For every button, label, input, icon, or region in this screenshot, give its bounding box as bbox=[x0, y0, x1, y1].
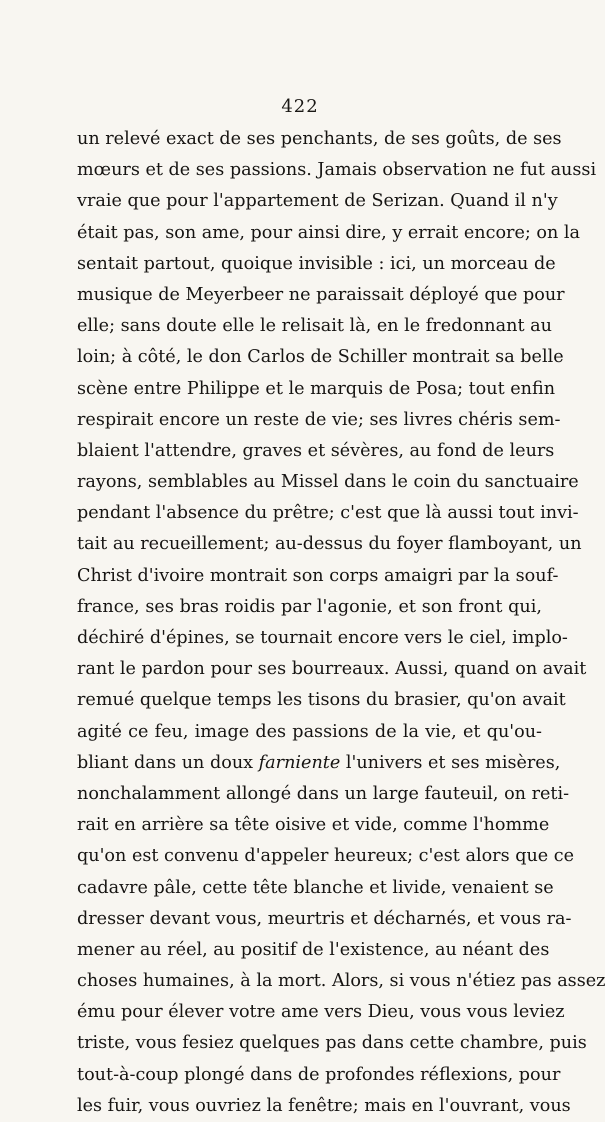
text-line-24: qu'on est convenu d'appeler heureux; c'est alors que ce bbox=[77, 846, 575, 867]
text-line-20: agité ce feu, image des passions de la vie, et qu'ou- bbox=[77, 721, 542, 742]
text-line-12: rayons, semblables au Missel dans le coin du sanctuaire bbox=[77, 472, 579, 493]
text-line-21-after: l'univers et ses misères, bbox=[340, 752, 561, 773]
text-line-15: Christ d'ivoire montrait son corps amaigri par la souf- bbox=[77, 565, 559, 586]
text-line-2: mœurs et de ses passions. Jamais observation ne fut aussi bbox=[77, 160, 597, 181]
text-line-6: musique de Meyerbeer ne paraissait déployé que pour bbox=[77, 284, 565, 305]
text-line-29: ému pour élever votre ame vers Dieu, vous vous leviez bbox=[77, 1002, 565, 1023]
italic-farniente: farniente bbox=[258, 752, 341, 773]
text-line-11: blaient l'attendre, graves et sévères, au fond de leurs bbox=[77, 440, 555, 461]
text-line-23: rait en arrière sa tête oisive et vide, comme l'homme bbox=[77, 815, 550, 836]
text-line-5: sentait partout, quoique invisible : ici, un morceau de bbox=[77, 253, 556, 274]
text-line-8: loin; à côté, le don Carlos de Schiller montrait sa belle bbox=[77, 347, 564, 368]
text-line-18: rant le pardon pour ses bourreaux. Aussi, quand on avait bbox=[77, 659, 587, 680]
text-line-21 bbox=[77, 748, 561, 779]
text-line-3: vraie que pour l'appartement de Serizan. Quand il n'y bbox=[77, 191, 558, 212]
text-line-13: pendant l'absence du prêtre; c'est que là aussi tout invi- bbox=[77, 503, 579, 524]
text-line-31: tout-à-coup plongé dans de profondes réflexions, pour bbox=[77, 1064, 561, 1085]
text-line-28: choses humaines, à la mort. Alors, si vous n'étiez pas assez bbox=[77, 971, 605, 992]
text-line-14: tait au recueillement; au-dessus du foyer flamboyant, un bbox=[77, 534, 582, 555]
text-line-9: scène entre Philippe et le marquis de Posa; tout enfin bbox=[77, 378, 556, 399]
text-line-26: dresser devant vous, meurtris et décharnés, et vous ra- bbox=[77, 908, 572, 929]
text-line-7: elle; sans doute elle le relisait là, en le fredonnant au bbox=[77, 316, 552, 337]
text-line-4: était pas, son ame, pour ainsi dire, y errait encore; on la bbox=[77, 222, 581, 243]
text-line-1: un relevé exact de ses penchants, de ses goûts, de ses bbox=[77, 129, 562, 149]
text-line-19: remué quelque temps les tisons du brasier, qu'on avait bbox=[77, 690, 566, 711]
page-number: 422 bbox=[281, 96, 319, 117]
text-line-17: déchiré d'épines, se tournait encore vers le ciel, implo- bbox=[77, 628, 568, 648]
text-line-27: mener au réel, au positif de l'existence, au néant des bbox=[77, 939, 550, 960]
text-line-10: respirait encore un reste de vie; ses livres chéris sem- bbox=[77, 409, 561, 430]
text-line-16: france, ses bras roidis par l'agonie, et son front qui, bbox=[77, 596, 542, 617]
text-line-30: triste, vous fesiez quelques pas dans cette chambre, puis bbox=[77, 1033, 587, 1054]
text-line-25: cadavre pâle, cette tête blanche et livide, venaient se bbox=[77, 877, 554, 898]
page-text bbox=[77, 124, 605, 1122]
text-line-21-before: bliant dans un doux bbox=[77, 752, 259, 773]
text-line-32: les fuir, vous ouvriez la fenêtre; mais en l'ouvrant, vous bbox=[77, 1095, 571, 1116]
text-line-22: nonchalamment allongé dans un large fauteuil, on reti- bbox=[77, 783, 570, 804]
